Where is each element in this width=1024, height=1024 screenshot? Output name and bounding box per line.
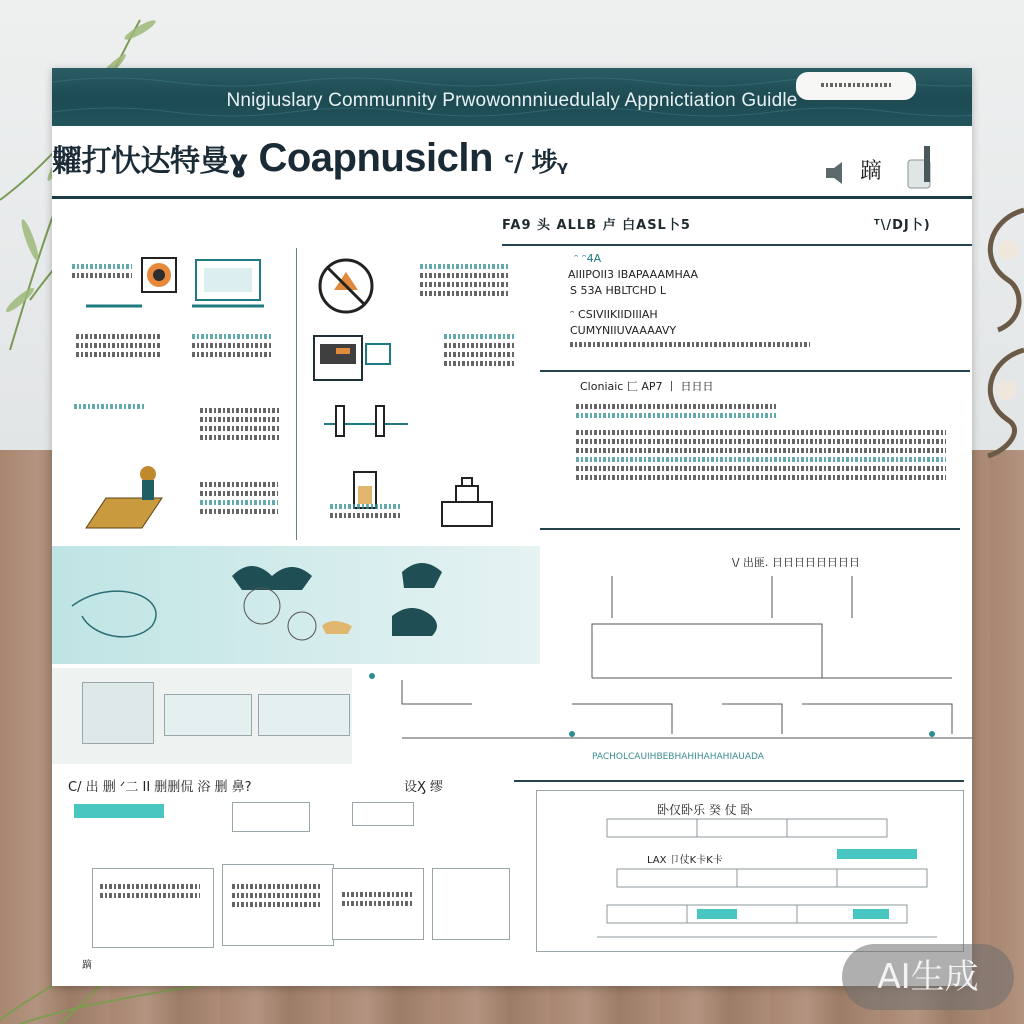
- highlight-bar: [853, 909, 889, 919]
- info-box-1-line: Ѕ 53A HBLTCHD L: [570, 284, 667, 297]
- banner-title: Nnigiuslary Communnity Prwowonnniuedulaly Appnictiation Guidle: [226, 90, 798, 111]
- text-block: [192, 330, 272, 361]
- section-divider: [502, 244, 972, 246]
- process-box: [432, 868, 510, 940]
- column-divider: [296, 248, 297, 540]
- highlight-bar: [837, 849, 917, 859]
- bottom-mid-heading: 设Ӽ 缪: [404, 780, 444, 795]
- text-block: [444, 330, 514, 370]
- title-banner: [52, 68, 972, 126]
- text-block: [76, 330, 160, 361]
- photo-thumb: [82, 682, 154, 744]
- flow-footer: PACHOLCAUIHBEBHAHIHAHAHIAUADA: [592, 752, 764, 762]
- text-block: [576, 426, 946, 484]
- table-mid-label: LAX 卩仗K卡K卡: [647, 855, 723, 866]
- bag-icon: [902, 142, 942, 192]
- header-right-icons: [822, 142, 952, 192]
- info-box-divider: [540, 370, 970, 372]
- text-block: [100, 880, 200, 902]
- info-box-1-line: ᵔ ᵔ4A: [574, 252, 602, 265]
- container-icon: [432, 472, 502, 532]
- text-block: [342, 888, 412, 910]
- photo-thumb: [164, 694, 252, 736]
- photo-strip: [52, 668, 352, 764]
- text-block: [570, 338, 810, 351]
- info-box-1-line: ᵔ CSIVIIKIIDIIIAH: [570, 308, 658, 321]
- info-box-1-line: CUMYNIIUVAAAAVY: [570, 324, 677, 337]
- text-block: [200, 478, 278, 518]
- text-block: [330, 500, 400, 522]
- poster-title-cjk: 糶打忕达特曼ɣ: [52, 144, 248, 179]
- text-block: [576, 400, 776, 422]
- flow-heading: \/ 出匪. 日日日日日日日日: [732, 556, 860, 569]
- footer-mark: 蹢: [82, 960, 92, 971]
- info-box-1-line: AIIIPOII3 IBAPAAAMHAA: [568, 268, 699, 281]
- info-box-2-heading: Cloniaic 匚 AP7 丨 日日日: [580, 380, 714, 393]
- workbench-icon: [82, 462, 166, 536]
- text-block: [72, 260, 132, 282]
- info-box-2: [540, 374, 970, 524]
- no-entry-icon: [314, 254, 378, 318]
- speaker-icon: [822, 158, 852, 188]
- text-block: [420, 260, 510, 300]
- photo-thumb: [258, 694, 350, 736]
- presentation-icon: [310, 332, 398, 388]
- process-box: [352, 802, 414, 826]
- right-section-heading: ᵀ\/DJ卜): [874, 218, 931, 233]
- poster-title-main: Coapnusicln: [258, 136, 493, 180]
- poster-title-tag: ᶜ/ 埗ᵧ: [503, 148, 568, 178]
- process-box: [232, 802, 310, 832]
- process-flow-diagram: [352, 568, 972, 768]
- poster: [52, 68, 972, 986]
- table-title: 卧仅卧乐 癸 仗 卧: [657, 803, 753, 817]
- monitor-icon: [190, 254, 266, 312]
- highlight-bar: [697, 909, 737, 919]
- table-grid: [537, 791, 963, 951]
- text-block: [74, 400, 144, 413]
- poster-title: [52, 136, 772, 181]
- info-box-1: [540, 248, 970, 368]
- flow-divider: [514, 780, 964, 782]
- gate-icon: [322, 400, 410, 440]
- text-block: [200, 404, 280, 444]
- poster-header: [52, 126, 972, 200]
- info-box-divider: [540, 528, 960, 530]
- bottom-left-heading: C/ 出 删 ᐟ二 II 删删侃 浴 删 鼻?: [68, 780, 252, 795]
- text-block: [232, 880, 322, 911]
- header-divider: [52, 196, 972, 199]
- header-right-glyph: 蹢: [860, 159, 883, 184]
- ornament-decoration: [968, 180, 1024, 460]
- center-section-heading: FA9 头 ALLB 卢 白ASL卜5: [502, 218, 691, 233]
- ai-generated-watermark: AI生成: [842, 944, 1014, 1010]
- schedule-table: [536, 790, 964, 952]
- highlight-bar: [74, 804, 164, 818]
